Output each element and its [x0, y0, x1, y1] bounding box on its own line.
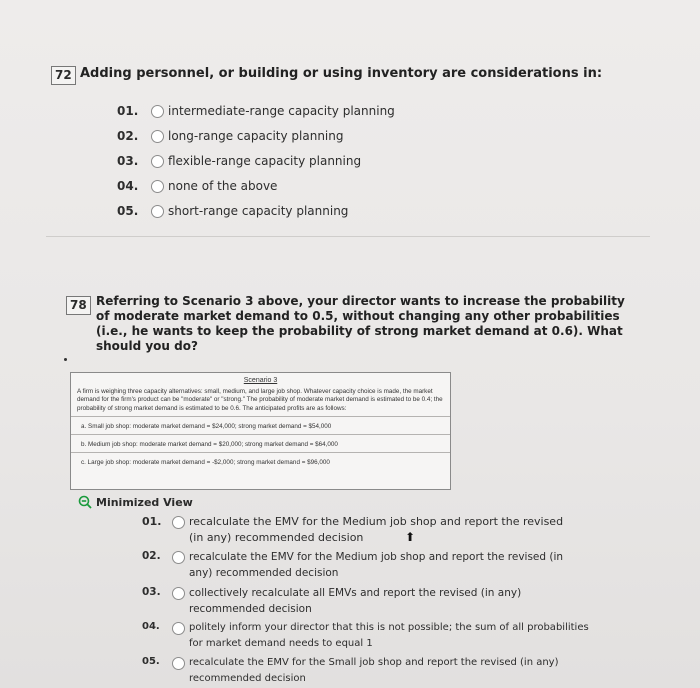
radio-button[interactable] — [172, 551, 185, 564]
question-divider — [46, 236, 650, 237]
scenario-item-small: a. Small job shop: moderate market demand = $24,000; strong market demand = $54,000 — [81, 422, 332, 430]
option-label: short-range capacity planning — [168, 204, 349, 218]
question-number-72: 72 — [51, 66, 76, 85]
q78-option-4[interactable] — [142, 620, 589, 652]
radio-button[interactable] — [151, 155, 164, 168]
question-78-text: Referring to Scenario 3 above, your director wants to increase the probability of moderate market demand to 0.5, without changing any other probabilities (i.e., he wants to keep the probability of strong market demand at 0.6). What should you do? — [96, 294, 625, 353]
option-number: 01. — [142, 515, 162, 528]
option-label: none of the above — [168, 179, 278, 193]
bullet-dot — [64, 358, 67, 361]
q72-option-5[interactable] — [117, 203, 348, 219]
minimized-view-toggle[interactable] — [78, 495, 193, 509]
radio-button[interactable] — [151, 105, 164, 118]
radio-button[interactable] — [172, 587, 185, 600]
q72-option-2[interactable] — [117, 128, 343, 144]
q72-option-1[interactable] — [117, 103, 395, 119]
option-number: 02. — [142, 550, 161, 562]
scenario-3-box — [70, 372, 451, 490]
option-label: recalculate the EMV for the Small job shop and report the revised (in any) recommended decision — [189, 657, 559, 684]
scenario-title: Scenario 3 — [243, 377, 278, 384]
radio-button[interactable] — [172, 657, 185, 670]
option-label: recalculate the EMV for the Medium job shop and report the revised (in any) recommended decision — [189, 515, 564, 544]
scenario-item-medium: b. Medium job shop: moderate market demand = $20,000; strong market demand = $64,000 — [81, 440, 338, 448]
scenario-item-large: c. Large job shop: moderate market demand = -$2,000; strong market demand = $96,000 — [81, 458, 330, 466]
q78-option-2[interactable] — [142, 549, 569, 581]
option-number: 04. — [117, 179, 139, 193]
option-number: 05. — [142, 656, 160, 667]
minimized-view-label: Minimized View — [96, 495, 193, 509]
scenario-separator — [71, 452, 450, 453]
q72-option-3[interactable] — [117, 153, 361, 169]
radio-button[interactable] — [172, 516, 185, 529]
option-number: 03. — [142, 586, 161, 598]
mouse-cursor-icon: ⬆ — [405, 530, 416, 544]
scenario-separator — [71, 416, 450, 417]
option-label: long-range capacity planning — [168, 129, 344, 143]
scenario-body: A firm is weighing three capacity alternatives: small, medium, and large job shop. Whatever capacity choice is made, the market demand for the firm's product can be "moderate" or "strong." The probability of moderate market demand is estimated to be 0.4; the probability of strong market demand is estimated to be 0.6. The anticipated profits are as follows: — [77, 388, 443, 412]
scenario-separator — [71, 434, 450, 435]
option-number: 05. — [117, 204, 139, 218]
q78-option-3[interactable] — [142, 585, 569, 617]
question-number-78: 78 — [66, 296, 91, 315]
option-label: intermediate-range capacity planning — [168, 104, 395, 118]
option-label: collectively recalculate all EMVs and report the revised (in any) recommended decision — [189, 587, 522, 615]
radio-button[interactable] — [151, 180, 164, 193]
q78-option-1[interactable] — [142, 514, 569, 546]
option-label: politely inform your director that this is not possible; the sum of all probabilities for market demand needs to equal 1 — [189, 622, 589, 649]
radio-button[interactable] — [151, 205, 164, 218]
option-number: 03. — [117, 154, 139, 168]
q72-option-4[interactable] — [117, 178, 277, 194]
question-72-text: Adding personnel, or building or using inventory are considerations in: — [80, 66, 603, 81]
q78-option-5[interactable] — [142, 655, 569, 687]
option-label: recalculate the EMV for the Medium job shop and report the revised (in any) recommended decision — [189, 551, 564, 579]
zoom-out-icon — [78, 495, 92, 509]
option-number: 01. — [117, 104, 139, 118]
option-number: 02. — [117, 129, 139, 143]
radio-button[interactable] — [151, 130, 164, 143]
option-number: 04. — [142, 621, 160, 632]
option-label: flexible-range capacity planning — [168, 154, 362, 168]
radio-button[interactable] — [172, 622, 185, 635]
